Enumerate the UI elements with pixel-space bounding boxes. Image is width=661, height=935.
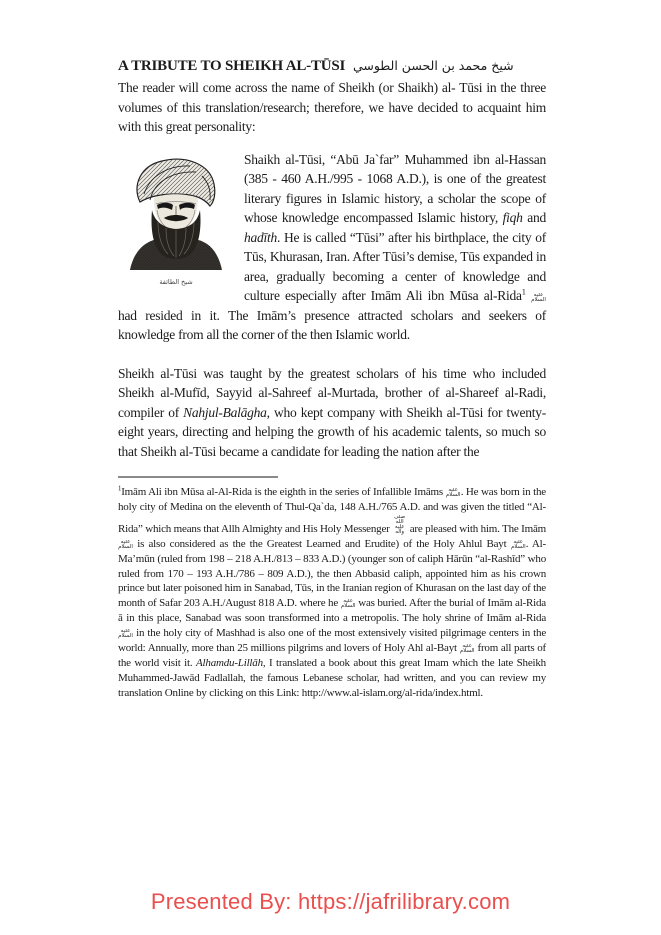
footnote-separator bbox=[118, 476, 278, 478]
title-english: A TRIBUTE TO SHEIKH AL-TŪSI bbox=[118, 58, 346, 74]
footer-link[interactable]: https://jafrilibrary.com bbox=[297, 889, 511, 914]
footnote-text: $^1$Imām Ali ibn Mūsa al-Al-Rida is the eighth in the series of Infallible Imāms عليه السلام. He was born in the holy city of Medina on the eleventh of Thul-Qa`da, 148 A.H./765 A.D. and was given the titled “Al-Rida” which means that Allh Almighty and His Holy Messenger صلى الله عليه وآله are pleased with him. The Imām عليه السلام is also considered as the the Greatest Learned and Erudite) of the Holy Ahlul Bayt عليه السلام. Al-Ma’mūn (ruled from 198 – 218 A.H./813 – 833 A.D.) (younger son of caliph Hārūn “al-Rashīd” who ruled from 170 – 193 A.H./786 – 809 A.D.), the then Abbasid caliph, appointed him as his crown prince but later poisoned him in Sanabad, Tūs, in the Iranian region of Khurasan on the last day of the month of Safar 203 A.H./August 818 A.D. where he عليه السلام was buried. After the burial of Imām al-Rida ā in this place, Sanabad was soon transformed into a metropolis. The holy shrine of Imām al-Rida عليه السلام in the holy city of Mashhad is also one of the most extensively visited pilgrimage centers in the world: Annually, more than 25 millions pilgrims and lovers of Holy Ahl al-Bayt عليه السلام from all parts of the world visit it. Alhamdu-Lillāh, I translated a book about this great Imam which the late Sheikh Muhammed-Jawād Fadlallah, the famous Lebanese scholar, had written, and you can review my translation Online by clicking on this Link: http://www.al-islam.org/al-rida/index.html. bbox=[118, 485, 547, 699]
footer-banner bbox=[0, 889, 661, 915]
bio-paragraph: Shaikh al-Tūsi, “Abū Ja`far” Muhammed ibn al-Hassan (385 - 460 A.H./995 - 1068 A.D.), is one of the greatest literary figures in Islamic history, a scholar the scope of whose knowledge encompassed Islamic history, fiqh and hadīth. He is called “Tūsi” after his birthplace, the city of Tūs, Khurasan, Iran. After Tūsi’s demise, Tūs expanded in area, gradually becoming a center of knowledge and culture especially after Imām Ali ibn Mūsa al-Rida$^1$ عليه السلام had resided in it. The Imām’s presence attracted scholars and seekers of knowledge from all the corner of the then Islamic world. bbox=[118, 151, 546, 342]
intro-paragraph: The reader will come across the name of Sheikh (or Shaikh) al- Tūsi in the three volumes of this translation/research; therefore, we have decided to acquaint him with this great personality: bbox=[118, 80, 546, 134]
portrait-figure bbox=[120, 152, 232, 293]
title-arabic: شيخ محمد بن الحسن الطوسي bbox=[352, 58, 514, 73]
portrait-caption: شيخ الطائفة bbox=[159, 277, 193, 286]
page-title bbox=[118, 56, 546, 76]
bio-section bbox=[118, 150, 546, 345]
portrait-image bbox=[124, 152, 228, 270]
text-column bbox=[118, 56, 546, 701]
footer-prefix: Presented By: bbox=[150, 889, 298, 914]
second-paragraph: Sheikh al-Tūsi was taught by the greatest scholars of his time who included Sheikh al-Mufīd, Sayyid al-Sahreef al-Murtada, brother of al-Shareef al-Radi, compiler of Nahjul-Balāgha, who kept company with Sheikh al-Tūsi for twenty-eight years, directing and helping the growth of his academic talents, so much so that Sheikh al-Tūsi became a candidate for leading the nation after the bbox=[118, 365, 546, 459]
